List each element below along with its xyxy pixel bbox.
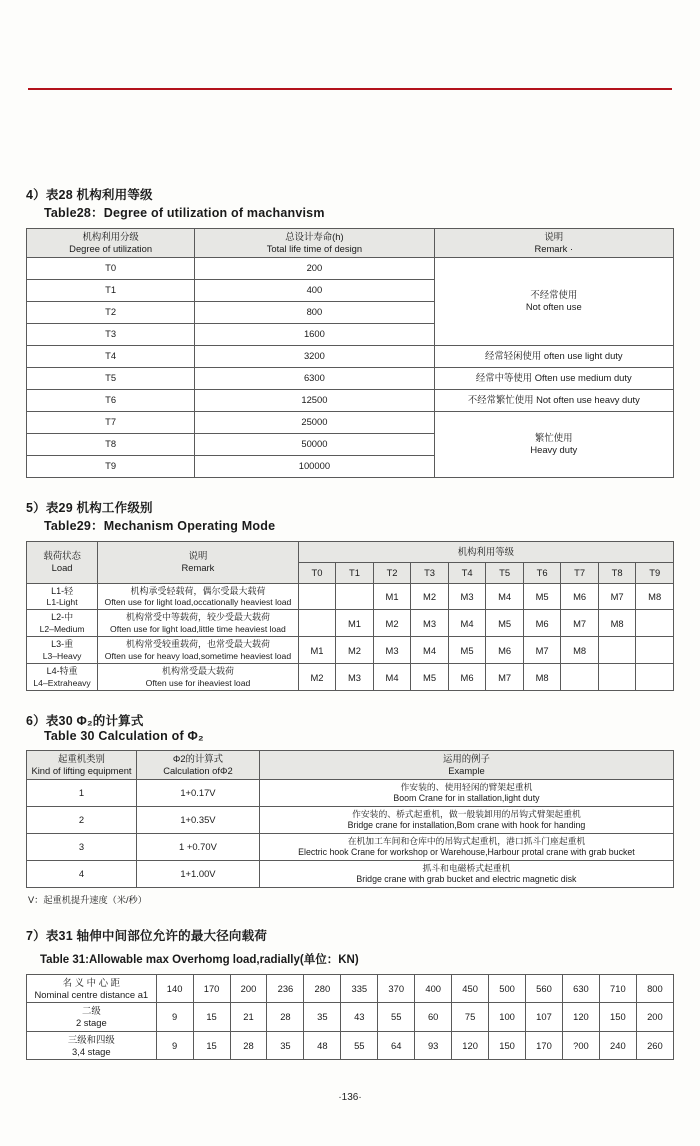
example-cn: 在机加工车间和仓库中的吊钩式起重机，港口抓斗门座起重机 (347, 835, 586, 846)
cell-mode: M6 (448, 664, 486, 691)
col-t0: T0 (298, 562, 336, 583)
cell-load: 48 (304, 1031, 341, 1060)
col-load-cn: 载荷状态 (43, 550, 81, 562)
cell-centre: 200 (230, 974, 267, 1003)
col-formula (136, 751, 259, 780)
section-heading-29 (26, 498, 674, 534)
col-example (259, 751, 673, 780)
cell-remark-medium (434, 367, 673, 389)
remark-cn: 机构常受中等载荷，较少受最大载荷 (125, 612, 270, 623)
cell-kind: 1 (27, 779, 137, 806)
table-row (27, 664, 674, 691)
example-cn: 作安装的、使用轻闲的臂架起重机 (400, 781, 533, 792)
table-row (27, 367, 674, 389)
cell-mode: M4 (448, 610, 486, 637)
table-row (27, 637, 674, 664)
cell-life: 200 (195, 257, 434, 279)
cell-mode: M6 (486, 637, 524, 664)
cell-load: 240 (599, 1031, 636, 1060)
cell-mode: M5 (411, 664, 449, 691)
cell-example (259, 806, 673, 833)
col-grade-en: Degree of utilization (69, 242, 153, 254)
cell-mode: M2 (411, 583, 449, 610)
table-row (27, 411, 674, 433)
remark-en: Often use for light load,occationally heaviest load (104, 596, 292, 607)
example-en: Bridge crane with grab bucket and electric magnetic disk (356, 873, 577, 884)
cell-load: 43 (341, 1003, 378, 1032)
cell-life: 25000 (195, 411, 434, 433)
col-t2: T2 (373, 562, 411, 583)
cell-load (27, 610, 98, 637)
stage-label-en: 3,4 stage (72, 1045, 111, 1057)
col-life-en: Total life time of design (266, 242, 363, 254)
cell-formula: 1+0.35V (136, 806, 259, 833)
cell-mode: M2 (373, 610, 411, 637)
cell-grade: T7 (27, 411, 195, 433)
remark-en: Often use medium duty (534, 372, 632, 384)
table-31-header-row (27, 974, 674, 1003)
cell-centre: 140 (156, 974, 193, 1003)
load-en: L2–Medium (39, 623, 85, 634)
table-row (27, 833, 674, 860)
cell-mode (636, 610, 674, 637)
col-load (27, 541, 98, 583)
cell-kind: 3 (27, 833, 137, 860)
page-content (26, 185, 674, 1080)
cell-mode: M5 (448, 637, 486, 664)
col-t8: T8 (598, 562, 636, 583)
col-t9: T9 (636, 562, 674, 583)
load-en: L4–Extraheavy (33, 677, 91, 688)
heading-29-en: Table29：Mechanism Operating Mode (44, 518, 276, 533)
cell-centre: 170 (193, 974, 230, 1003)
table-row (27, 583, 674, 610)
cell-kind: 2 (27, 806, 137, 833)
cell-grade: T0 (27, 257, 195, 279)
table-row (27, 389, 674, 411)
section-table30 (26, 711, 674, 905)
table-28-col-life (195, 229, 434, 258)
table-row (27, 806, 674, 833)
cell-mode: M7 (561, 610, 599, 637)
row-label-2stage (27, 1003, 157, 1032)
cell-grade: T3 (27, 323, 195, 345)
cell-mode: M1 (336, 610, 374, 637)
section-table31 (26, 926, 674, 1061)
section-table28 (26, 185, 674, 478)
page-number: ·136· (338, 1092, 362, 1103)
cell-load: 64 (378, 1031, 415, 1060)
cell-life: 1600 (195, 323, 434, 345)
cell-formula: 1+0.17V (136, 779, 259, 806)
cell-load: 15 (193, 1031, 230, 1060)
example-cn: 作安装的、桥式起重机，做一般装卸用的吊钩式臂架起重机 (352, 808, 581, 819)
remark-cn: 繁忙使用 (535, 432, 573, 444)
table-row (27, 1003, 674, 1032)
col-remark-en: Remark (181, 562, 215, 573)
cell-load: 200 (636, 1003, 673, 1032)
col-life-cn: 总设计寿命(h) (285, 231, 344, 242)
row-label-34stage (27, 1031, 157, 1060)
table-row (27, 779, 674, 806)
stage-label-en: 2 stage (75, 1017, 107, 1029)
cell-mode: M1 (298, 637, 336, 664)
cell-life: 6300 (195, 367, 434, 389)
cell-remark-not-often (434, 257, 673, 345)
table-row (27, 860, 674, 887)
section-heading-31 (26, 926, 674, 944)
cell-grade: T6 (27, 389, 195, 411)
cell-load: ?00 (562, 1031, 599, 1060)
col-load-en: Load (51, 562, 73, 573)
remark-en: often use light duty (543, 350, 623, 362)
section-heading-28 (26, 185, 674, 221)
cell-remark-heavy-not-often (434, 389, 673, 411)
cell-mode: M8 (598, 610, 636, 637)
cell-load: 21 (230, 1003, 267, 1032)
load-en: L3–Heavy (42, 650, 82, 661)
table-row (27, 257, 674, 279)
table-row (27, 1031, 674, 1060)
cell-load: 100 (489, 1003, 526, 1032)
cell-centre: 450 (452, 974, 489, 1003)
remark-en: Not often use heavy duty (536, 394, 640, 406)
col-group-utilization: 机构利用等级 (298, 541, 673, 562)
cell-mode (298, 583, 336, 610)
cell-remark (98, 610, 299, 637)
col-grade-cn: 机构利用分级 (82, 231, 139, 242)
cell-mode: M1 (373, 583, 411, 610)
col-kind-cn: 起重机类别 (58, 753, 105, 765)
cell-mode: M3 (373, 637, 411, 664)
cell-mode: M7 (523, 637, 561, 664)
table-28-col-grade (27, 229, 195, 258)
cell-load: 150 (489, 1031, 526, 1060)
cell-load: 260 (636, 1031, 673, 1060)
remark-en: Often use for light load,little time heaviest load (110, 623, 286, 634)
cell-mode: M3 (336, 664, 374, 691)
cell-load: 28 (267, 1003, 304, 1032)
cell-mode: M8 (636, 583, 674, 610)
example-en: Electric hook Crane for workshop or Warehouse,Harbour protal crane with grab bucket (298, 846, 635, 857)
cell-kind: 4 (27, 860, 137, 887)
remark-en: Often use for heavy load,sometime heaviest load (104, 650, 292, 661)
cell-centre: 335 (341, 974, 378, 1003)
cell-centre: 280 (304, 974, 341, 1003)
table-28-header-row (27, 229, 674, 258)
cell-mode: M5 (523, 583, 561, 610)
cell-mode: M7 (486, 664, 524, 691)
cell-grade: T9 (27, 455, 195, 477)
cell-mode: M6 (561, 583, 599, 610)
table-row (27, 345, 674, 367)
heading-28-cn: 4）表28 机构利用等级 (26, 188, 153, 202)
col-remark-cn: 说明 (544, 231, 564, 242)
cell-load: 35 (267, 1031, 304, 1060)
cell-load: 150 (599, 1003, 636, 1032)
header-rule (28, 88, 672, 90)
row-label-centre (27, 974, 157, 1003)
cell-life: 400 (195, 279, 434, 301)
cell-load: 9 (156, 1031, 193, 1060)
heading-28-en: Table28：Degree of utilization of machanvism (44, 206, 325, 220)
cell-centre: 630 (562, 974, 599, 1003)
remark-cn: 不经常繁忙使用 (467, 394, 534, 406)
cell-remark (98, 583, 299, 610)
col-t4: T4 (448, 562, 486, 583)
cell-load: 35 (304, 1003, 341, 1032)
cell-mode: M4 (411, 637, 449, 664)
cell-centre: 560 (526, 974, 563, 1003)
cell-load: 55 (378, 1003, 415, 1032)
cell-mode (298, 610, 336, 637)
table-31 (26, 974, 674, 1061)
cell-mode: M6 (523, 610, 561, 637)
cell-load: 9 (156, 1003, 193, 1032)
table-30-note: V：起重机提升速度（米/秒） (28, 894, 147, 905)
col-example-cn: 运用的例子 (443, 753, 490, 765)
cell-life: 3200 (195, 345, 434, 367)
cell-example (259, 860, 673, 887)
table-28-col-remark (434, 229, 673, 258)
col-remark (98, 541, 299, 583)
col-formula-en: Calculation ofΦ2 (163, 765, 233, 777)
heading-29-cn: 5）表29 机构工作级别 (26, 500, 153, 515)
cell-load: 120 (452, 1031, 489, 1060)
table-29-header-row-1 (27, 541, 674, 562)
remark-cn: 机构常受最大载荷 (161, 666, 234, 677)
cell-mode: M2 (336, 637, 374, 664)
remark-cn: 机构常受较重载荷，也常受最大载荷 (125, 639, 270, 650)
load-cn: L2-中 (51, 612, 74, 623)
cell-mode: M2 (298, 664, 336, 691)
cell-mode (636, 637, 674, 664)
cell-load: 93 (415, 1031, 452, 1060)
cell-mode (561, 664, 599, 691)
cell-mode: M8 (561, 637, 599, 664)
heading-30-cn: 6）表30 Φ₂的计算式 (26, 714, 144, 729)
centre-label-en: Nominal centre distance a1 (34, 988, 149, 1000)
remark-en: Often use for iheaviest load (145, 677, 251, 688)
cell-formula: 1+1.00V (136, 860, 259, 887)
cell-life: 12500 (195, 389, 434, 411)
remark-cn: 经常中等使用 (475, 372, 533, 384)
cell-grade: T4 (27, 345, 195, 367)
section-table29 (26, 498, 674, 692)
cell-mode: M7 (598, 583, 636, 610)
heading-31-cn: 7）表31 轴伸中间部位允许的最大径向载荷 (26, 928, 268, 943)
table-30 (26, 750, 674, 887)
load-cn: L1-轻 (51, 585, 74, 596)
cell-load: 107 (526, 1003, 563, 1032)
cell-mode: M5 (486, 610, 524, 637)
cell-mode (636, 664, 674, 691)
remark-cn: 不经常使用 (530, 289, 578, 301)
cell-load (27, 583, 98, 610)
example-cn: 抓斗和电磁桥式起重机 (422, 862, 511, 873)
cell-load (27, 637, 98, 664)
table-28 (26, 228, 674, 478)
cell-load (27, 664, 98, 691)
cell-centre: 710 (599, 974, 636, 1003)
stage-label-cn: 二级 (81, 1005, 101, 1017)
col-t6: T6 (523, 562, 561, 583)
cell-centre: 800 (636, 974, 673, 1003)
heading-30-en: Table 30 Calculation of Φ₂ (44, 729, 204, 744)
cell-remark (98, 664, 299, 691)
remark-cn: 机构承受轻载荷，偶尔受最大载荷 (130, 585, 266, 596)
example-en: Bridge crane for installation,Bom crane with hook for handing (347, 819, 586, 830)
remark-en: Not often use (525, 301, 582, 312)
cell-load: 55 (341, 1031, 378, 1060)
cell-grade: T2 (27, 301, 195, 323)
col-t5: T5 (486, 562, 524, 583)
cell-remark-heavy-duty (434, 411, 673, 477)
example-en: Boom Crane for in stallation,light duty (393, 792, 540, 803)
section-heading-31-en: Table 31:Allowable max Overhomg load,radially(单位：KN) (40, 953, 359, 966)
remark-en: Heavy duty (530, 444, 578, 455)
cell-load: 120 (562, 1003, 599, 1032)
cell-mode (598, 637, 636, 664)
cell-life: 50000 (195, 433, 434, 455)
col-remark-en: Remark · (534, 242, 574, 254)
col-kind (27, 751, 137, 780)
col-kind-en: Kind of lifting equipment (31, 765, 132, 777)
remark-cn: 经常轻闲使用 (485, 350, 542, 362)
cell-centre: 500 (489, 974, 526, 1003)
cell-mode: M4 (373, 664, 411, 691)
cell-grade: T8 (27, 433, 195, 455)
table-29 (26, 541, 674, 692)
cell-load: 170 (526, 1031, 563, 1060)
section-heading-30 (26, 711, 674, 743)
cell-life: 100000 (195, 455, 434, 477)
cell-example (259, 779, 673, 806)
centre-label-cn: 名 义 中 心 距 (62, 976, 120, 988)
cell-mode: M3 (448, 583, 486, 610)
col-example-en: Example (448, 765, 485, 777)
cell-formula: 1 +0.70V (136, 833, 259, 860)
cell-load: 28 (230, 1031, 267, 1060)
load-en: L1-Light (46, 596, 78, 607)
stage-label-cn: 三级和四级 (67, 1033, 115, 1045)
cell-grade: T5 (27, 367, 195, 389)
table-30-header-row (27, 751, 674, 780)
cell-mode: M3 (411, 610, 449, 637)
cell-centre: 236 (267, 974, 304, 1003)
col-t3: T3 (411, 562, 449, 583)
cell-mode (336, 583, 374, 610)
cell-load: 15 (193, 1003, 230, 1032)
cell-example (259, 833, 673, 860)
cell-mode: M4 (486, 583, 524, 610)
cell-remark (98, 637, 299, 664)
cell-load: 60 (415, 1003, 452, 1032)
col-t7: T7 (561, 562, 599, 583)
cell-remark-light (434, 345, 673, 367)
col-t1: T1 (336, 562, 374, 583)
col-remark-cn: 说明 (188, 550, 208, 562)
cell-load: 75 (452, 1003, 489, 1032)
table-row (27, 610, 674, 637)
cell-grade: T1 (27, 279, 195, 301)
cell-centre: 400 (415, 974, 452, 1003)
cell-mode: M8 (523, 664, 561, 691)
cell-life: 800 (195, 301, 434, 323)
load-cn: L3-重 (51, 639, 74, 650)
load-cn: L4-特重 (46, 666, 78, 677)
cell-centre: 370 (378, 974, 415, 1003)
col-formula-cn: Φ2的计算式 (172, 753, 224, 765)
cell-mode (598, 664, 636, 691)
